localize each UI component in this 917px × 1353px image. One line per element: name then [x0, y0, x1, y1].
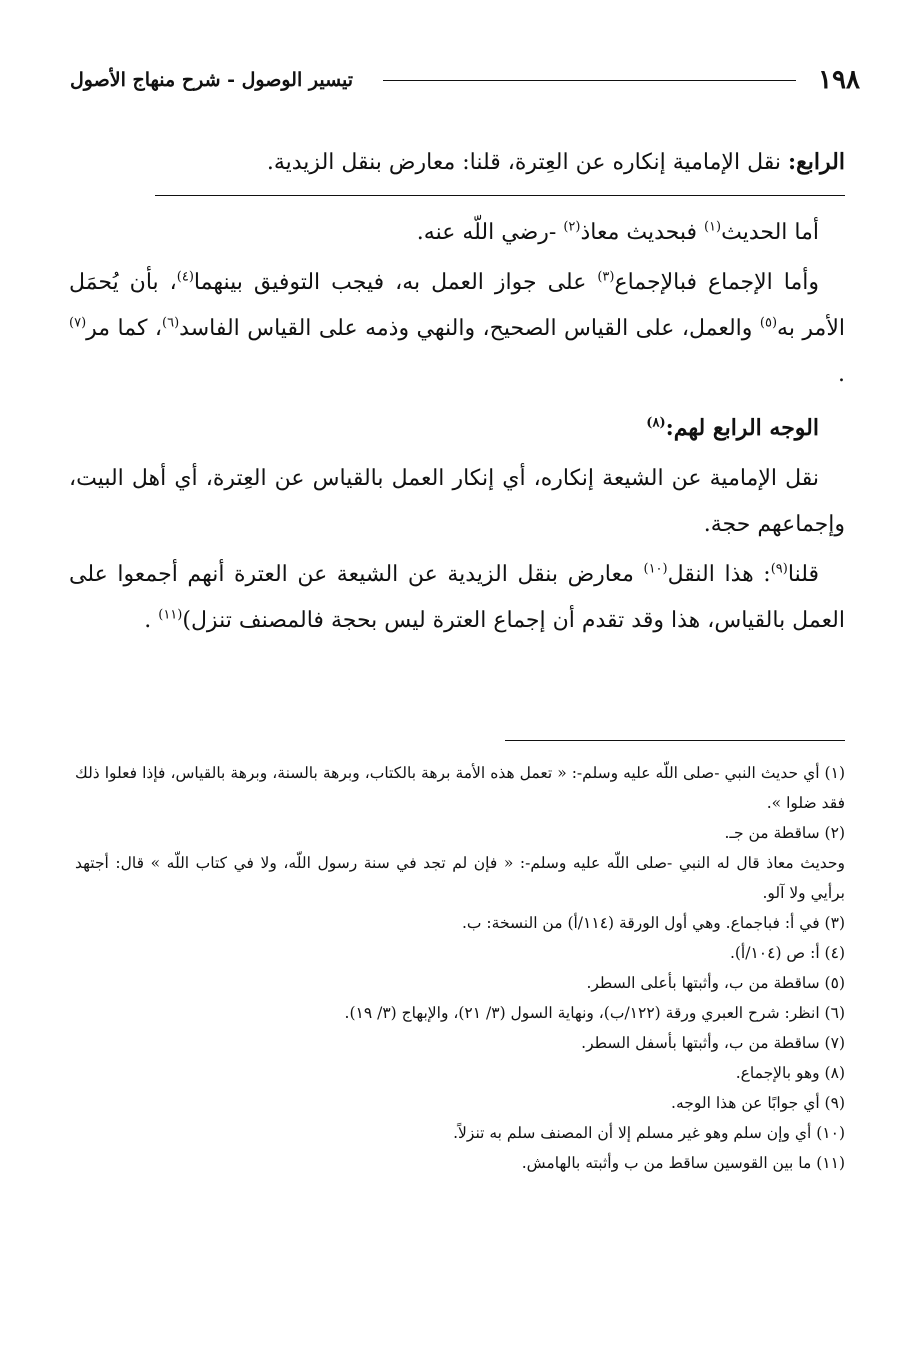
page-number: ١٩٨: [818, 65, 860, 95]
footnote-ref[interactable]: (٨): [646, 415, 666, 431]
paragraph-ijma: [69, 260, 845, 398]
footnote-ref[interactable]: (٧): [69, 315, 87, 331]
paragraph-imamiyya: نقل الإمامية عن الشيعة إنكاره، أي إنكار العمل بالقياس عن العِترة، أي أهل البيت، وإجماعهم حجة.: [69, 466, 845, 537]
footnotes: [75, 758, 845, 1178]
footnote-11: (١١) ما بين القوسين ساقط من ب وأثبته بالهامش.: [521, 1154, 845, 1172]
heading-text: الوجه الرابع لهم:: [665, 415, 819, 441]
paragraph-hadith: [69, 210, 845, 256]
text-run: على جواز العمل به، فيجب التوفيق بينهما: [193, 270, 598, 295]
footnote-ref[interactable]: (٥): [759, 315, 778, 331]
footnote-7: (٧) ساقطة من ب، وأثبتها بأسفل السطر.: [581, 1034, 845, 1052]
footnote-ref[interactable]: (٩): [770, 561, 788, 577]
matn-text: نقل الإمامية إنكاره عن العِترة، قلنا: معارض بنقل الزيدية.: [266, 150, 788, 175]
page-header: [70, 58, 860, 102]
text-run: وأما الإجماع فبالإجماع: [614, 270, 820, 295]
matn-line: [69, 138, 845, 187]
text-run: والعمل، على القياس الصحيح، والنهي وذمه على القياس الفاسد: [179, 316, 760, 341]
footnote-6: (٦) انظر: شرح العبري ورقة (١٢٢/ب)، ونهاية السول (٣/ ٢١)، والإبهاج (٣/ ١٩).: [344, 1004, 845, 1022]
text-run: ، كما مر: [86, 316, 162, 341]
text-run: أما الحديث: [721, 220, 819, 245]
main-text: [69, 138, 845, 648]
footnote-3: (٣) في أ: فباجماع. وهي أول الورقة (١١٤/أ) من النسخة: ب.: [461, 914, 845, 932]
section-heading: [69, 402, 845, 454]
text-run: .: [144, 608, 159, 633]
footnote-8: (٨) وهو بالإجماع.: [735, 1064, 845, 1082]
matn-underline: [155, 195, 845, 196]
text-run: قلنا: [787, 562, 820, 587]
text-run: فبحديث معاذ: [580, 220, 704, 245]
paragraph-response: [69, 552, 845, 644]
footnote-10: (١٠) أي وإن سلم وهو غير مسلم إلا أن المصنف سلم به تنزلاً.: [453, 1124, 845, 1142]
text-run: .: [838, 362, 845, 387]
footnote-ref[interactable]: (١٠): [643, 561, 668, 577]
footnote-ref[interactable]: (١١): [158, 607, 183, 623]
footnote-ref[interactable]: (٢): [563, 219, 581, 235]
footnote-separator: [505, 740, 845, 741]
footnote-9: (٩) أي جوابًا عن هذا الوجه.: [671, 1094, 845, 1112]
footnote-5: (٥) ساقطة من ب، وأثبتها بأعلى السطر.: [586, 974, 845, 992]
footnote-2: (٢) ساقطة من جـ.: [724, 824, 845, 842]
text-run: ، بأن يُحمَل الأمر به: [69, 270, 845, 341]
header-rule: [383, 80, 796, 81]
footnote-4: (٤) أ: ص (١٠٤/أ).: [729, 944, 845, 962]
footnote-2-continued: وحديث معاذ قال له النبي -صلى اللّه عليه وسلم-: « فإن لم تجد في سنة رسول اللّه، ولا في كتاب اللّه » قال: أجتهد برأيي ولا آلو.: [75, 854, 845, 902]
text-run: معارض بنقل الزيدية عن الشيعة عن العترة أنهم أجمعوا على العمل بالقياس، هذا وقد تقدم أن إجماع العترة ليس بحجة فالمصنف تنزل): [69, 562, 845, 633]
running-title: تيسير الوصول - شرح منهاج الأصول: [70, 69, 354, 91]
text-run: -رضي اللّه عنه.: [416, 220, 564, 245]
footnote-ref[interactable]: (٤): [176, 269, 194, 285]
footnote-ref[interactable]: (٦): [162, 315, 180, 331]
footnote-1: (١) أي حديث النبي -صلى اللّه عليه وسلم-: « تعمل هذه الأمة برهة بالكتاب، وبرهة بالسنة، وبرهة بالقياس، فإذا فعلوا ذلك فقد ضلوا ».: [75, 764, 845, 812]
text-run: : هذا النقل: [667, 562, 771, 587]
footnote-ref[interactable]: (١): [703, 219, 722, 235]
matn-label: الرابع:: [787, 149, 845, 175]
footnote-ref[interactable]: (٣): [597, 269, 615, 285]
